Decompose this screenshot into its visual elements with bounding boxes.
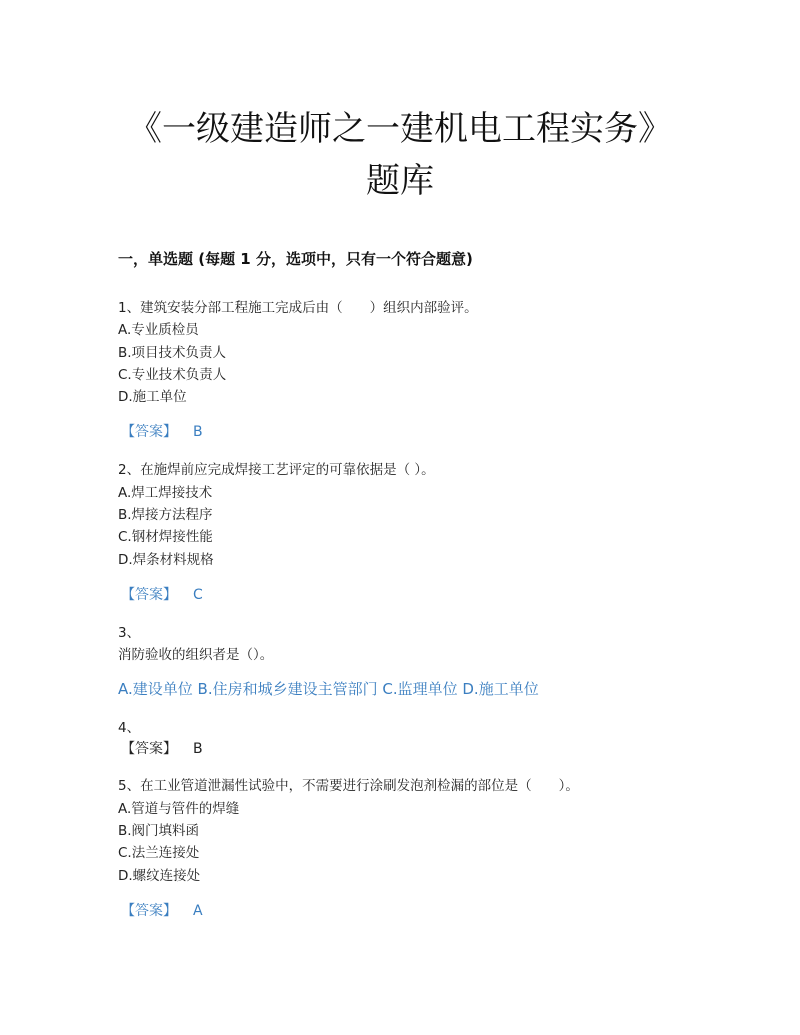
answer-value: B	[193, 741, 203, 757]
question-4-answer	[121, 738, 203, 758]
question-3-options: A.建设单位 B.住房和城乡建设主管部门 C.监理单位 D.施工单位	[118, 680, 539, 698]
question-2-option-b: B.焊接方法程序	[118, 507, 213, 523]
question-1-option-c: C.专业技术负责人	[118, 367, 227, 383]
question-1-option-a: A.专业质检员	[118, 322, 199, 338]
answer-label: 【答案】	[121, 903, 177, 919]
question-2-answer	[121, 584, 203, 604]
question-1-stem: 1、建筑安装分部工程施工完成后由（ ）组织内部验评。	[118, 300, 478, 316]
answer-value: A	[193, 903, 203, 919]
question-3-number: 3、	[118, 625, 141, 641]
question-5-option-a: A.管道与管件的焊缝	[118, 801, 240, 817]
section-heading: 一，单选题 (每题 1 分，选项中，只有一个符合题意)	[118, 250, 473, 268]
question-5-option-b: B.阀门填料函	[118, 823, 200, 839]
question-2-stem: 2、在施焊前应完成焊接工艺评定的可靠依据是（ ）。	[118, 462, 435, 478]
question-3-stem: 消防验收的组织者是（）。	[118, 647, 274, 663]
question-1-option-b: B.项目技术负责人	[118, 345, 227, 361]
question-5-answer	[121, 900, 203, 920]
document-title-line1: 《一级建造师之一建机电工程实务》	[128, 109, 672, 149]
answer-label: 【答案】	[121, 424, 177, 440]
document-title-line2: 题库	[366, 161, 434, 201]
answer-value: C	[193, 587, 203, 603]
question-5-option-c: C.法兰连接处	[118, 845, 200, 861]
question-1-answer	[121, 421, 203, 441]
answer-label: 【答案】	[121, 741, 177, 757]
question-2-option-d: D.焊条材料规格	[118, 552, 214, 568]
question-2-option-c: C.钢材焊接性能	[118, 529, 213, 545]
answer-label: 【答案】	[121, 587, 177, 603]
question-1-option-d: D.施工单位	[118, 389, 187, 405]
answer-value: B	[193, 424, 203, 440]
question-5-stem: 5、在工业管道泄漏性试验中，不需要进行涂刷发泡剂检漏的部位是（ ）。	[118, 778, 579, 794]
question-5-option-d: D.螺纹连接处	[118, 868, 201, 884]
question-2-option-a: A.焊工焊接技术	[118, 485, 213, 501]
question-4-number: 4、	[118, 720, 141, 736]
